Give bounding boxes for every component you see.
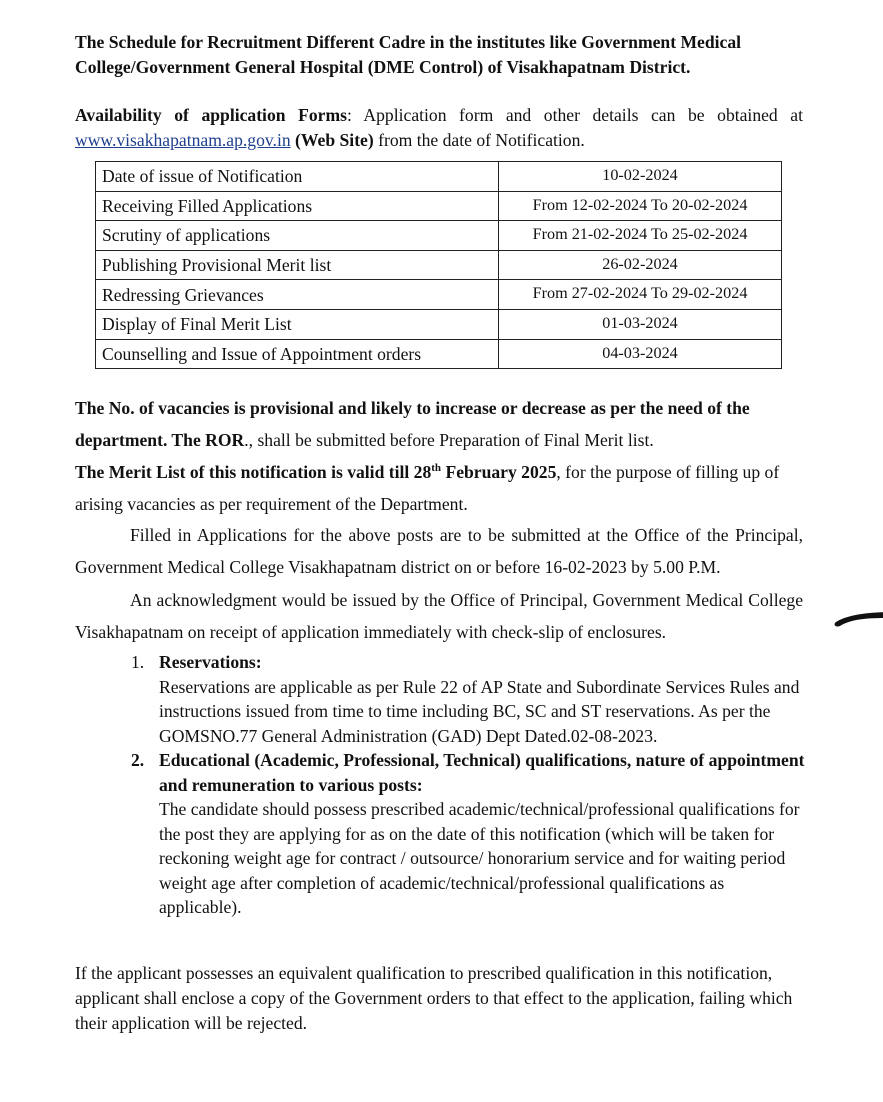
schedule-event-cell: Date of issue of Notification (96, 162, 499, 192)
table-row (96, 191, 782, 221)
acknowledgment-paragraph: An acknowledgment would be issued by the Office of Principal, Government Medical College Visakhapatnam on receipt of application immediately with check-slip of enclosures. (75, 590, 803, 642)
schedule-table (95, 161, 782, 369)
section-number: 2. (131, 750, 145, 770)
closing-paragraph: If the applicant possesses an equivalent qualification to prescribed qualification in this notification, applicant shall enclose a copy of the Government orders to that effect to the application, failing which their application will be rejected. (75, 963, 793, 1033)
schedule-event-cell: Receiving Filled Applications (96, 191, 499, 221)
merit-validity-rest: , for the purpose of filling up of arising vacancies as per requirement of the Department. (75, 462, 780, 514)
schedule-event-cell: Publishing Provisional Merit list (96, 250, 499, 280)
availability-paragraph (75, 103, 803, 153)
website-link[interactable]: www.visakhapatnam.ap.gov.in (75, 130, 291, 150)
table-row (96, 309, 782, 339)
merit-validity-superscript: th (431, 462, 442, 475)
merit-validity-bold-suffix: February 2025 (441, 462, 557, 482)
document-title (75, 30, 803, 80)
schedule-date-cell: 01-03-2024 (499, 309, 782, 339)
availability-text-after: from the date of Notification. (378, 130, 585, 150)
schedule-date-cell: From 12-02-2024 To 20-02-2024 (499, 191, 782, 221)
section-heading-reservations: Reservations: (159, 652, 262, 672)
schedule-table-body (96, 162, 782, 369)
schedule-date-cell: 26-02-2024 (499, 250, 782, 280)
schedule-event-cell: Display of Final Merit List (96, 309, 499, 339)
merit-validity-note (75, 456, 803, 520)
schedule-date-cell: From 27-02-2024 To 29-02-2024 (499, 280, 782, 310)
web-site-label: (Web Site) (295, 130, 374, 150)
availability-text-before: : Application form and other details can be obtained at (346, 105, 803, 125)
vacancy-note-rest: ., shall be submitted before Preparation of Final Merit list. (244, 430, 654, 450)
schedule-date-cell: From 21-02-2024 To 25-02-2024 (499, 221, 782, 251)
schedule-date-cell: 04-03-2024 (499, 339, 782, 369)
section-body (159, 748, 811, 920)
availability-label: Availability of application Forms (75, 105, 347, 125)
vacancy-note (75, 392, 803, 456)
submission-paragraph: Filled in Applications for the above posts are to be submitted at the Office of the Principal, Government Medical College Visakhapatnam district on or before 16-02-2023 by 5.00 P.M. (75, 525, 803, 577)
table-row (96, 280, 782, 310)
section-text-qualifications: The candidate should possess prescribed academic/technical/professional qualifications for the post they are applying for as on the date of this notification (which will be taken for reckoning weight age for contract / outsource/ honorarium service and for waiting period weight age after completion of academic/technical/professional qualifications as applicable). (159, 799, 800, 917)
schedule-event-cell: Redressing Grievances (96, 280, 499, 310)
section-text-reservations: Reservations are applicable as per Rule 22 of AP State and Subordinate Services Rules and instructions issued from time to time including BC, SC and ST reservations. As per the GOMSNO.77 General Administration (GAD) Dept Dated.02-08-2023. (159, 676, 800, 746)
schedule-date-cell: 10-02-2024 (499, 162, 782, 192)
pen-mark-scribble (832, 604, 883, 630)
title-text: The Schedule for Recruitment Different Cadre in the institutes like Government Medical College/Government General Hospital (DME Control) of Visakhapatnam District. (75, 32, 742, 77)
numbered-sections (131, 650, 811, 920)
table-row (96, 162, 782, 192)
table-row (96, 250, 782, 280)
section-body (159, 650, 811, 748)
schedule-event-cell: Counselling and Issue of Appointment orders (96, 339, 499, 369)
table-row (96, 339, 782, 369)
section-number: 1. (131, 652, 145, 672)
list-item (131, 748, 811, 920)
section-heading-qualifications: Educational (Academic, Professional, Technical) qualifications, nature of appointment and remuneration to various posts: (159, 750, 805, 795)
table-row (96, 221, 782, 251)
list-item (131, 650, 811, 748)
vacancy-and-merit-paragraph (75, 392, 803, 520)
schedule-event-cell: Scrutiny of applications (96, 221, 499, 251)
vacancy-note-bold: The No. of vacancies is provisional and likely to increase or decrease as per the need of the department. The ROR (75, 398, 750, 450)
merit-validity-bold-prefix: The Merit List of this notification is valid till 28 (75, 462, 432, 482)
